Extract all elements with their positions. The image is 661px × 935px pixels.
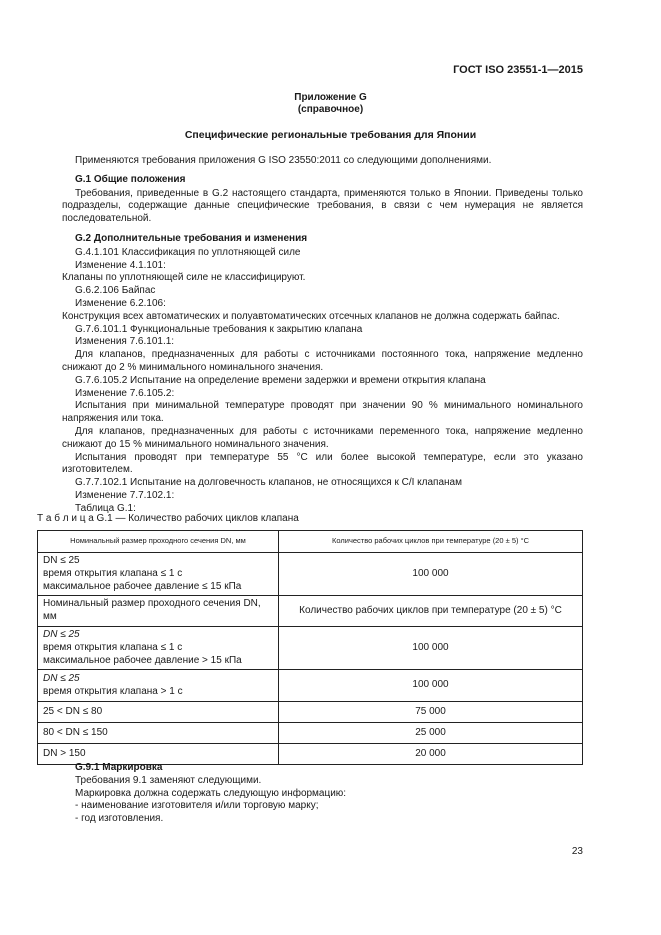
g2-line: Для клапанов, предназначенных для работы с источниками переменного тока, напряжение медленно снижают до 15 % минимального номинального значения. [62,425,583,450]
table-row [38,596,583,627]
table-cell: 100 000 [279,553,583,596]
g91-line: - год изготовления. [75,813,164,825]
table-cell: 80 < DN ≤ 150 [38,723,279,744]
g2-line: G.7.7.102.1 Испытание на долговечность клапанов, не относящихся к С/I клапанам [75,477,462,489]
cell-line: время открытия клапана ≤ 1 с [43,567,183,579]
table-cell: 75 000 [279,702,583,723]
g2-line: Конструкция всех автоматических и полуавтоматических отсечных клапанов не должна содержать байпас. [62,310,560,322]
g91-line: - наименование изготовителя и/или торговую марку; [75,800,319,812]
g91-heading: G.9.1 Маркировка [75,762,163,773]
intro-paragraph: Применяются требования приложения G ISO 23550:2011 со следующими дополнениями. [75,155,492,166]
annex-subtitle: (справочное) [297,104,364,115]
g1-text: Требования, приведенные в G.2 настоящего стандарта, применяются только в Японии. Приведены только подразделы, содержащие данные специфические требования, в связи с чем нумерация не является последовательной. [62,187,583,225]
cell-line: время открытия клапана ≤ 1 с [43,641,183,653]
g2-line: G.7.6.105.2 Испытание на определение времени задержки и времени открытия клапана [75,374,486,386]
g2-line: G.7.6.101.1 Функциональные требования к закрытию клапана [75,323,363,335]
g2-line: G.6.2.106 Байпас [75,285,156,297]
header-cell: Номинальный размер проходного сечения DN, мм [38,531,279,553]
table-header-row [38,531,583,553]
table-cell [38,626,279,669]
table-cell [38,553,279,596]
table-cell: 20 000 [279,744,583,765]
g2-heading: G.2 Дополнительные требования и изменения [75,232,308,244]
g2-line: Изменение 7.6.105.2: [75,387,175,399]
cycles-table [37,530,583,765]
g2-line: G.4.1.101 Классификация по уплотняющей силе [75,246,301,258]
annex-title: Приложение G [294,92,367,103]
cell-line: DN ≤ 25 [43,555,80,566]
cell-line: время открытия клапана > 1 с [43,685,183,697]
g2-line: Испытания проводят при температуре 55 °C или более высокой температуре, если это указано изготовителем. [62,451,583,476]
g91-line: Маркировка должна содержать следующую информацию: [75,787,347,799]
g2-line: Таблица G.1: [75,502,136,514]
table-cell: 100 000 [279,670,583,702]
g2-line: Испытания при минимальной температуре проводят при значении 90 % минимального номинального напряжения или тока. [62,400,583,425]
table-row [38,626,583,669]
table-caption [37,513,299,526]
g2-line: Клапаны по уплотняющей силе не классифицируют. [62,272,306,284]
cell-line: максимальное рабочее давление > 15 кПа [43,654,242,666]
table-cell: DN > 150 [38,744,279,765]
annex-heading: Специфические региональные требования для Японии [184,129,477,141]
g2-line: Изменения 7.6.101.1: [75,336,175,348]
table-row [38,670,583,702]
cell-line: максимальное рабочее давление ≤ 15 кПа [43,580,242,592]
table-cell: Количество рабочих циклов при температуре (20 ± 5) °C [279,596,583,627]
table-cell [38,670,279,702]
g2-line: Для клапанов, предназначенных для работы с источниками постоянного тока, напряжение медленно снижают до 2 % минимального номинального значения. [62,349,583,373]
g2-line: Изменение 7.7.102.1: [75,489,175,501]
table-row [38,553,583,596]
table-row [38,723,583,744]
table-cell: 25 < DN ≤ 80 [38,702,279,723]
g2-line: Изменение 6.2.106: [75,297,166,309]
table-caption-text: G.1 — Количество рабочих циклов клапана [93,513,299,524]
cell-line: DN ≤ 25 [43,673,80,685]
header-cell: Количество рабочих циклов при температуре (20 ± 5) °C [279,531,583,553]
page-number: 23 [571,846,583,857]
table-row [38,702,583,723]
g1-heading: G.1 Общие положения [75,173,186,185]
g91-line: Требования 9.1 заменяют следующими. [75,774,262,786]
table-cell: 100 000 [279,626,583,669]
g2-line: Изменение 4.1.101: [75,259,166,271]
document-code: ГОСТ ISO 23551-1—2015 [453,64,583,76]
cell-line: DN ≤ 25 [43,628,80,640]
table-caption-prefix: Т а б л и ц а [37,513,94,524]
table-cell: 25 000 [279,723,583,744]
table-cell: Номинальный размер проходного сечения DN, мм [38,596,279,627]
